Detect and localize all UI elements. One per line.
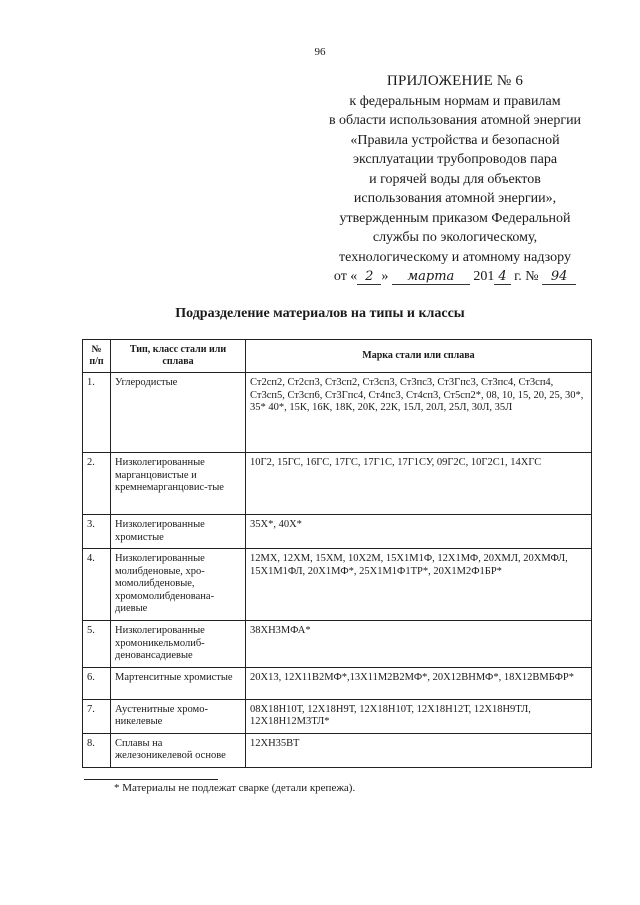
document-title: Подразделение материалов на типы и классы <box>175 306 465 321</box>
row-type: Сплавы на железоникелевой основе <box>111 733 246 767</box>
materials-table <box>82 339 592 768</box>
footnote: * Материалы не подлежат сварке (детали крепежа). <box>114 782 356 794</box>
row-type: Аустенитные хромо-никелевые <box>111 699 246 733</box>
table-row <box>83 373 592 453</box>
date-month: марта <box>392 270 470 285</box>
row-grades: Ст2сп2, Ст2сп3, Ст3сп2, Ст3сп3, Ст3пс3, Ст3Гпс3, Ст3пс4, Ст3сп4, Ст3сп5, Ст3сп6, Ст3Гпс4, Ст4пс3, Ст4сп3, Ст5сп2*, 08, 10, 15, 20, 25, 30*, 35* 40*, 15К, 16К, 18К, 20К, 22К, 15Л, 20Л, 25Л, 30Л, 35Л <box>246 373 592 453</box>
row-type: Мартенситные хромистые <box>111 667 246 699</box>
row-number: 2. <box>83 453 111 515</box>
appendix-title: ПРИЛОЖЕНИЕ № 6 <box>386 73 524 89</box>
date-day: 2 <box>357 270 381 285</box>
row-grades: 08Х18Н10Т, 12Х18Н9Т, 12Х18Н10Т, 12Х18Н12Т, 12Х18Н9ТЛ, 12Х18Н12М3ТЛ* <box>246 699 592 733</box>
row-grades: 12ХН35ВТ <box>246 733 592 767</box>
appendix-line: технологическому и атомному надзору <box>339 249 571 265</box>
row-type: Углеродистые <box>111 373 246 453</box>
appendix-header <box>300 72 610 287</box>
appendix-line: службы по экологическому, <box>372 230 538 245</box>
row-number: 6. <box>83 667 111 699</box>
date-year-digit: 4 <box>494 270 510 285</box>
row-number: 3. <box>83 515 111 549</box>
table-row <box>83 733 592 767</box>
table-row <box>83 667 592 699</box>
row-type: Низколегированные марганцовистые и кремнемарганцовис-тые <box>111 453 246 515</box>
row-number: 5. <box>83 621 111 668</box>
appendix-line: к федеральным нормам и правилам <box>349 93 561 109</box>
row-grades: 12МХ, 12ХМ, 15ХМ, 10Х2М, 15Х1М1Ф, 12Х1МФ, 20ХМЛ, 20ХМФЛ, 15Х1М1ФЛ, 20Х1МФ*, 25Х1М1Ф1ТР*, 20Х1М2Ф1БР* <box>246 549 592 621</box>
row-number: 1. <box>83 373 111 453</box>
row-grades: 20Х13, 12Х11В2МФ*,13Х11М2В2МФ*, 20Х12ВНМФ*, 18Х12ВМБФР* <box>246 667 592 699</box>
table-row <box>83 549 592 621</box>
appendix-line: эксплуатации трубопроводов пара <box>352 152 558 167</box>
row-type: Низколегированные молибденовые, хро-момолибденовые, хромомолибденована-диевые <box>111 549 246 621</box>
date-year: 201 <box>473 269 495 284</box>
header-number: № п/п <box>83 340 111 373</box>
row-number: 4. <box>83 549 111 621</box>
row-grades: 10Г2, 15ГС, 16ГС, 17ГС, 17Г1С, 17Г1СУ, 09Г2С, 10Г2С1, 14ХГС <box>246 453 592 515</box>
header-grade: Марка стали или сплава <box>246 340 592 373</box>
table-row <box>83 453 592 515</box>
appendix-line: использования атомной энергии», <box>353 191 557 206</box>
date-mid: » <box>381 269 389 284</box>
header-type: Тип, класс стали или сплава <box>111 340 246 373</box>
row-grades: 38ХН3МФА* <box>246 621 592 668</box>
date-prefix: от « <box>333 269 358 284</box>
table-header-row <box>83 340 592 373</box>
row-grades: 35Х*, 40Х* <box>246 515 592 549</box>
table-row <box>83 515 592 549</box>
page-number: 96 <box>314 46 326 58</box>
row-number: 8. <box>83 733 111 767</box>
appendix-line: утвержденным приказом Федеральной <box>339 210 571 226</box>
row-type: Низколегированные хромистые <box>111 515 246 549</box>
table-row <box>83 621 592 668</box>
row-number: 7. <box>83 699 111 733</box>
appendix-line: и горячей воды для объектов <box>369 171 541 187</box>
appendix-line: «Правила устройства и безопасной <box>350 132 560 148</box>
appendix-line: в области использования атомной энергии <box>328 113 582 128</box>
table-row <box>83 699 592 733</box>
date-year-suffix: г. № <box>514 269 539 284</box>
row-type: Низколегированные хромоникельмолиб-деновансадиевые <box>111 621 246 668</box>
order-number: 94 <box>542 270 576 285</box>
order-date-line <box>300 267 610 287</box>
footnote-separator <box>84 779 218 780</box>
